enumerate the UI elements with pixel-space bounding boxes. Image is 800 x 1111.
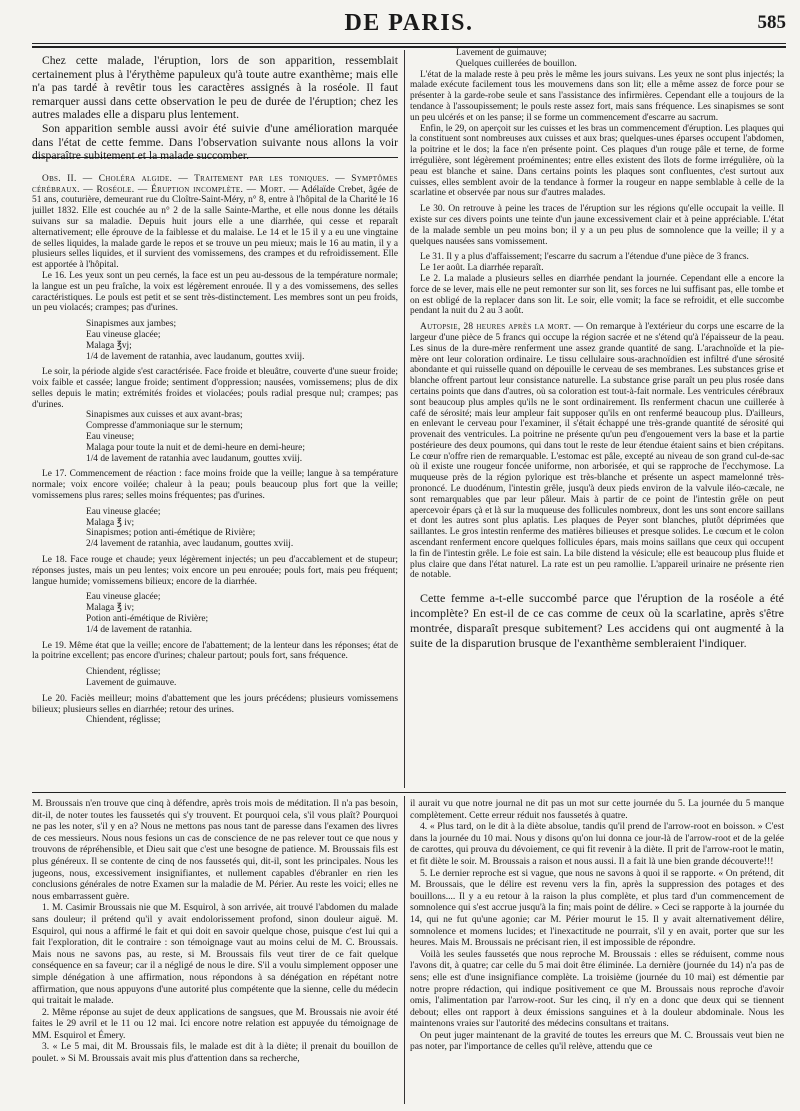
prescription-item: Eau vineuse glacée; xyxy=(86,329,161,340)
prescription-item: Sinapismes aux cuisses et aux avant-bras; xyxy=(86,410,243,421)
paragraph: Enfin, le 29, on aperçoit sur les cuisses et les bras un commencement d'éruption. Les plaques qui la constituent sont nombreuses aux cuisses et aux bras; quelques-unes éparses occupent l'abdomen, la poitrine et le dos; la face n'en présente point. Ces plaques d'un rouge pâle et terne, de forme irrégulière, sont légèrement proéminentes; entre elles existent des îlots de forme irrégulière, où la peau est blanche et saine. Dans certains points les plaques sont confluentes, c'est surtout aux cuisses, elles semblent avoir de la tendance à former la rougeur en nappe semblable à celle de la scarlatine et observée par nous sur d'autres malades. xyxy=(410,123,784,199)
paragraph: M. Broussais n'en trouve que cinq à défendre, après trois mois de méditation. Il n'a pas besoin, dit-il, de noter toutes les faussetés qui s'y trouvent. Et pourquoi cela, s'il vous plaît? Pourquoi ne pas les noter, s'il y en a? Nous ne mettons pas nous tant de paresse dans l'examen des livres de ces messieurs. Nous nous fesions un cas de conscience de ne pas relever tout ce que nous y trouvons de répréhensible, et Dieu sait que c'est une besogne de patience. M. Broussais fils est plus généreux. Il se contente de cinq de nos faussetés qui, dit-il, sont les principales. Nous les jugeons, nous, excessivement insignifiantes, et nullement capables d'ébranler en rien les conclusions générales de notre Examen sur la maladie de M. Périer. Au reste les voici; elles ne nous embarrassent guère. xyxy=(32,798,398,902)
paragraph: L'état de la malade reste à peu près le même les jours suivans. Les yeux ne sont plus injectés; la malade exécute facilement tous les mouvemens dans son lit; elle a même assez de force pour se présenter à la garde-robe seule et sans l'assistance des infirmières. Cependant elle a toujours de la tendance à l'assoupissement; le pouls reste assez fort, mais sans fréquence. Les sinapismes se sont un peu ulcérés et on les panse; il se forme un commencement d'escarre au sacrum. xyxy=(410,69,784,123)
paragraph: 1. M. Casimir Broussais nie que M. Esquirol, à son arrivée, ait trouvé l'abdomen du malade sans douleur; il prétend qu'il y avait endolorissement profond, sinon douleur aiguë. M. Esquirol, qui nous a affirmé le fait et qui doit en savoir quelque chose, puisque c'est lui qui a fait l'exploration, dit le contraire : son témoignage vaut au moins celui de M. C. Broussais. Mais nous ne savons pas, au reste, si M. Broussais fils veut tirer de ce fait quelque conséquence en sa faveur; car il a négligé de nous le dire. S'il a voulu simplement opposer une simple dénégation à une affirmation, nous répondons à sa dénégation en répétant notre affirmation, que nous appuyons d'une autorité plus compétente que la sienne, celle du médecin qui traitait le malade. xyxy=(32,902,398,1007)
prescription-item: Sinapismes; potion anti-émétique de Rivière; xyxy=(86,528,256,539)
column-divider-bottom xyxy=(404,796,405,1104)
article-column-top-right xyxy=(410,48,784,651)
prescription-item: 2/4 lavement de ratanhia, avec laudanum, gouttes xviij. xyxy=(86,539,294,550)
prescription-item: Potion anti-émétique de Rivière; xyxy=(86,614,209,625)
paragraph: Le 31. Il y a plus d'affaissement; l'escarre du sacrum a l'étendue d'une pièce de 3 francs. xyxy=(420,252,749,263)
masthead xyxy=(32,8,786,42)
paragraph: Le 30. On retrouve à peine les traces de l'éruption sur les régions qu'elle occupait la veille. Il existe sur ces divers points une teinte d'un jaune excessivement clair et à peine appréciable. L'état de la malade semble un peu moins bon; il y a un peu plus de somnolence que la veille; il y a quelques nausées sans vomissement. xyxy=(410,204,784,247)
prescription-list xyxy=(32,667,398,689)
day-16-evening: Le soir, la période algide s'est caractérisée. Face froide et bleuâtre, couverte d'une sueur froide; voix faible et cassée; langue froide; sentiment d'oppression; nausées, vomissemens; plus de dix selles depuis le matin; extrémités froides et violacées; pouls radial presque nul; crampes; pas d'urines. xyxy=(32,367,398,410)
day-18: Le 18. Face rouge et chaude; yeux légèrement injectés; un peu d'accablement et de stupeur; réponses justes, mais un peu lentes; voix encore un peu enrouée; pouls fort, mais peu fréquent; langue humide; vomissemens bilieux; encore de la diarrhée. xyxy=(32,555,398,587)
prescription-item: Malaga ℥ iv; xyxy=(86,517,135,528)
section-separator xyxy=(32,792,786,793)
header-rule xyxy=(32,43,786,44)
prescription-list xyxy=(32,410,398,464)
day-17: Le 17. Commencement de réaction : face moins froide que la veille; langue à sa température normale; voix encore voilée; chaleur à la peau; pouls beaucoup plus fort que la veille; vomissemens plus rares; selles moins fréquentes; pas d'urines. xyxy=(32,469,398,502)
intro-paragraph-1: Chez cette malade, l'éruption, lors de son apparition, ressemblait certainement plus à l'érythème papuleux qu'à toute autre exanthème; mais elle n'a pas tardé à revêtir tous les caractères assignés à la roséole. Il faut remarquer aussi dans cette observation le peu de durée de l'éruption; chez les autres malades elle a disparu plus lentement. xyxy=(32,54,398,122)
prescription-item: Sinapismes aux jambes; xyxy=(86,319,177,330)
paragraph: il aurait vu que notre journal ne dit pas un mot sur cette journée du 5. La journée du 5 manque complètement. Cette erreur réduit nos faussetés à quatre. xyxy=(410,798,784,821)
prescription-item: Lavement de guimauve. xyxy=(86,678,177,689)
prescription-list xyxy=(32,507,398,550)
column-divider-top xyxy=(404,50,405,788)
paragraph: 4. « Plus tard, on le dit à la diète absolue, tandis qu'il prend de l'arrow-root en boisson. » C'est dans la journée du 10 mai. Nous y disons qu'on lui donna ce jour-là de l'arrow-root et de la gelée de carottes, qui prouva du dévoiement, ce qui fit revenir à la diète. Il prit de l'arrow-root le matin, et fit diète le soir. M. Broussais a raison et nous aussi. Il a fait là une bien grande découverte!!! xyxy=(410,821,784,867)
prescription-item: Malaga ℥ iv; xyxy=(86,603,135,614)
day-16: Le 16. Les yeux sont un peu cernés, la face est un peu au-dessous de la température normale; la langue est un peu fraîche, la voix est légèrement enrouée. Il y a des vomissemens, des selles caractéristiques. Le pouls est petit et se sent très-distinctement. Les membres sont un peu froids, un peu violacés; crampes; pas d'urines. xyxy=(32,270,398,314)
page-number: 585 xyxy=(757,12,786,33)
closing-paragraph: Cette femme a-t-elle succombé parce que l'éruption de la roséole a été incomplète? En est-il de ce cas comme de ceux où la scarlatine, après s'être montrée, disparaît presque subitement? Les accidens qui ont augmenté à la suite de la disparution brusque de l'exanthème sembleraient l'indiquer. xyxy=(410,591,784,651)
article-column-top-left xyxy=(32,54,398,726)
article-column-bottom-left xyxy=(32,798,398,1065)
prescription-item: Eau vineuse glacée; xyxy=(86,592,161,603)
prescription-item: Quelques cuillerées de bouillon. xyxy=(456,58,577,69)
day-19: Le 19. Même état que la veille; encore de l'abattement; de la lenteur dans les réponses; état de la poitrine excellent; pas encore d'urines; chaleur partout; pouls fort, sans fréquence. xyxy=(32,640,398,662)
prescription-item: Eau vineuse glacée; xyxy=(86,506,161,517)
article-column-bottom-right xyxy=(410,798,784,1053)
prescription-item: 1/4 de lavement de ratanhia. xyxy=(86,624,192,635)
prescription-item: Chiendent, réglisse; xyxy=(86,715,161,726)
paragraph: Voilà les seules faussetés que nous reproche M. Broussais : elles se réduisent, comme nous l'avons dit, à quatre; car celle du 5 mai doit être éliminée. La dernière (journée du 14) n'a pas de sens; elle est d'une insignifiance complète. La troisième (journée du 10 mai) est démentie par notre propre rédaction, qui indique positivement ce que M. Broussais nous reproche d'avoir omis, l'alimentation par l'arrow-root. Sur les cinq, il n'y en a donc que deux qui se tiennent debout; elles ont rapport à deux émissions sanguines et à la douleur abdominale. Nous les maintenons vraies sur l'autorité des médecins consultans et traitans. xyxy=(410,948,784,1030)
autopsy-heading: Autopsie, 28 heures après la mort. xyxy=(420,322,572,333)
paragraph: On peut juger maintenant de la gravité de toutes les erreurs que M. C. Broussais veut bien ne pas noter, par l'importance de celles qu'il relève, attendu que ce xyxy=(410,1029,784,1053)
autopsy-body: — On remarque à l'extérieur du corps une escarre de la largeur d'une pièce de 5 francs qui occupe la région sacrée et ne s'étend qu'à l'épaisseur de la peau. Les sinus de la dure-mère renferment une assez grande quantité de sang. L'arachnoïde et la pie-mère ont leur coloration ordinaire. Le tissu cellulaire sous-arachnoïdien est infiltré d'une sérosité abondante et qui ruisselle quand on dépouille le cerveau de ses membranes. Les substances grise et blanche offrent partout leur consistance naturelle. La substance grise paraît un peu plus rosée dans certains points que dans d'autres, où sa coloration est tout-à-fait normale. Les ventricules cérébraux sont beaucoup plus amples qu'ils ne le sont ordinairement. Ils renferment chacun une cuillerée à café de sérosité; mais leur ampleur fait supposer qu'ils en ont renfermé beaucoup plus. D'ailleurs, en enlevant le cerveau pour l'examiner, il s'était échappé une très-grande quantité de sérosité qui provenait des ventricules. La poitrine ne présente qu'un peu d'engouement vers la base et la partie postérieure des deux poumons, qui dans tout le reste de leur étendue étaient sains et bien crépitans. Le cœur n'offre rien de remarquable. L'estomac est pâle, excepté au niveau de son grand cul-de-sac où il existe une rougeur foncée uniforme, non arborisée, et qui se rapproche de l'ecchymose. La muqueuse près de la région pylorique est très-blanche et présente un aspect mamelonné très-prononcé. Le duodénum, l'intestin grêle, jusqu'à deux pieds environ de la valvule iléo-cæcale, ne sont remarquables que par leur pâleur. Mais à partir de ce point de l'intestin grêle on peut apercevoir épars çà et là sur la muqueuse des follicules nombreux, dont les uns sont encore saillans et dont les autres sont plus aplatis. Les plaques de Peyer sont blanches, plutôt déprimées que saillantes. Le gros intestin renferme des matières bilieuses et presque solides. Le cœcum et le colon ascendant renferment encore quelques follicules épars, mais moins saillans que ceux qui occupent la fin de l'intestin grêle. Le foie est sain. La bile distend la vésicule; elle est beaucoup plus fluide et plus claire que dans l'état naturel. La rate est un peu ramollie. L'appareil urinaire ne présente rien de notable. xyxy=(410,322,784,581)
paragraph: 2. Même réponse au sujet de deux applications de sangsues, que M. Broussais nie avoir été faites le 29 avril et le 11 ou 12 mai. Ici encore notre relation est appuyée du témoignage de MM. Esquirol et Émery. xyxy=(32,1006,398,1041)
day-20: Le 20. Faciès meilleur; moins d'abattement que les jours précédens; plusieurs vomissemens bilieux; plusieurs selles en diarrhée; retour des urines. xyxy=(32,693,398,715)
prescription-item: Compresse d'ammoniaque sur le sternum; xyxy=(86,421,243,432)
intro-paragraph-2: Son apparition semble aussi avoir été suivie d'une amélioration marquée dans l'état de cette femme. Dans l'observation suivante nous allons la voir disparaître subitement et la malade succomber. xyxy=(32,121,398,163)
prescription-item: Eau vineuse; xyxy=(86,432,135,443)
page-title: DE PARIS. xyxy=(344,10,474,36)
paragraph: 3. « Le 5 mai, dit M. Broussais fils, le malade est dit à la diète; il prenait du bouillon de poulet. » Si M. Broussais avait mis plus d'attention dans sa recherche, xyxy=(32,1041,398,1065)
prescription-item: Chiendent, réglisse; xyxy=(86,667,161,678)
observation-heading: Obs. II. — Choléra algide. — Traitement par les toniques. — Symptômes cérébraux. — Roséole. — Éruption incomplète. — Mort. xyxy=(32,173,398,195)
prescription-list xyxy=(32,592,398,635)
prescription-item: 1/4 de lavement de ratanhia, avec laudanum, gouttes xviij. xyxy=(86,351,305,362)
observation-body: — Adélaïde Crebet, âgée de 51 ans, couturière, demeurant rue du Cloître-Saint-Méry, n° 8, entre à l'hôpital de la Charité le 16 juillet 1832. Elle est couchée au n° 2 de la salle Sainte-Marthe, et elle nous donne les détails suivans sur sa maladie. Depuis huit jours elle a une diarrhée, qui cesse et reparaît alternativement; elle éprouve de la faiblesse et du malaise. Le 14 et le 15 il y a eu une vingtaine de selles liquides, la malade garde le repos et se trouve un peu mieux; mais le 16 au matin, il y a plusieurs selles liquides, et il survient des vomissemens, des crampes et du refroidissement. Elle est apportée à l'hôpital. xyxy=(32,184,398,271)
prescription-item: Lavement de guimauve; xyxy=(456,48,547,58)
prescription-item: Malaga ℥vj; xyxy=(86,340,132,351)
prescription-item: Malaga pour toute la nuit et de demi-heure en demi-heure; xyxy=(86,442,305,453)
paragraph: Le 1er août. La diarrhée reparaît. xyxy=(420,263,544,274)
paragraph: 5. Le dernier reproche est si vague, que nous ne savons à quoi il se rapporte. « On prétend, dit M. Broussais, que le délire est revenu vers la fin, après la suppression des potages et des bouillons.... Il y a eu retour à la raison la plus complète, et plus tard d'un commencement de somnolence qui s'est accrue jusqu'à la fin; mais point de délire. » Ceci se rapporte à la journée du 14, qui ne fut qu'une agonie; car M. Périer mourut le 15. Il y avait alternativement délire, somnolence et momens lucides; et l'inexactitude ne pourrait, s'il y en avait, porter que sur les heures. Mais M. Broussais ne précisant rien, il est impossible de répondre. xyxy=(410,867,784,949)
prescription-item: 1/4 de lavement de ratanhia avec laudanum, gouttes xviij. xyxy=(86,453,303,464)
prescription-list xyxy=(32,319,398,362)
prescription-list xyxy=(410,48,784,70)
paragraph: Le 2. La malade a plusieurs selles en diarrhée pendant la journée. Cependant elle a encore la force de se lever, mais elle ne peut remonter sur son lit, ses forces ne lui suffisant pas, elle tombe et on est obligé de la replacer dans son lit. Le soir, elle vomit; la face se refroidit, et elle succombe pendant la nuit du 2 au 3 août. xyxy=(410,273,784,317)
